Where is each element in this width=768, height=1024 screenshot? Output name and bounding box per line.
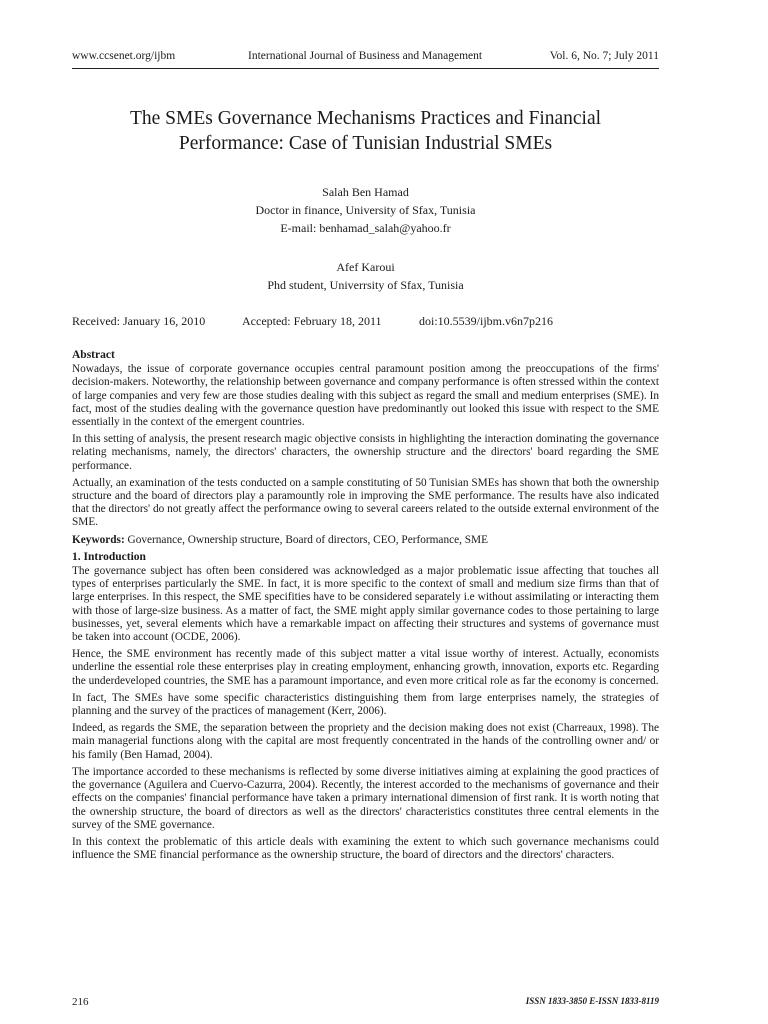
abstract-paragraph: Nowadays, the issue of corporate governance occupies central paramount position among the preoccupations of the firms' decision-makers. Noteworthy, the relationship between governance and company performance is often stressed within the context of large companies and very few are those studies dealing with this subject as regard the small and medium enterprises (SME). In fact, most of the studies dealing with the governance question have predominantly out looked this issue with respect to the SME essentially in the context of the emergent countries.	[72, 363, 659, 429]
intro-paragraph: In this context the problematic of this article deals with examining the extent to which such governance mechanisms could influence the SME financial performance as the ownership structure, the board of directors and the directors' characters.	[72, 835, 659, 862]
keywords-label: Keywords:	[72, 533, 125, 546]
intro-paragraph: In fact, The SMEs have some specific characteristics distinguishing them from large enterprises namely, the strategies of planning and the survey of the practices of management (Kerr, 2006).	[72, 691, 659, 718]
issn: ISSN 1833-3850 E-ISSN 1833-8119	[525, 996, 659, 1006]
abstract-heading: Abstract	[72, 349, 115, 361]
running-header	[72, 50, 659, 69]
author-affiliation: Doctor in finance, University of Sfax, Tunisia	[255, 203, 476, 217]
received-date: Received: January 16, 2010	[72, 314, 206, 328]
intro-paragraph: The importance accorded to these mechanisms is reflected by some diverse initiatives aiming at explaining the good practices of the governance (Aguilera and Cuervo-Cazurra, 2004). Recently, the interest accorded to the mechanisms of governance and their effects on the companies' financial performance have taken a primary international dimension of first rank. It is worth noting that the ownership structure, the board of directors as well as the directors' characteristics constitutes three central elements in the survey of the SME governance.	[72, 765, 659, 831]
abstract-paragraph: In this setting of analysis, the present research magic objective consists in highlighting the interaction dominating the governance relating mechanisms, namely, the directors' characters, the ownership structure and the directors' board regarding the SME performance.	[72, 433, 659, 472]
intro-paragraph: Indeed, as regards the SME, the separation between the propriety and the decision making does not exist (Charreaux, 1998). The main managerial functions along with the capital are most frequently concentrated in the hands of the controlling owner and/ or his family (Ben Hamad, 2004).	[72, 722, 659, 761]
intro-paragraph: The governance subject has often been considered was acknowledged as a major problematic issue affecting that touches all types of enterprises particularly the SME. In fact, it is more specific to the context of small and medium size firms than that of large enterprises. In this respect, the SME specifities have to be considered separately i.e without assimilating or interacting them with those of large-size business. As a matter of fact, the SME might apply similar governance codes to those pertaining to large businesses, yet, several elements which have a remarkable impact on affecting their structures and systems of governance must be taken into account (OCDE, 2006).	[72, 565, 659, 644]
author-block-2	[72, 258, 659, 294]
author-name: Salah Ben Hamad	[322, 185, 409, 199]
keywords-text: Governance, Ownership structure, Board of directors, CEO, Performance, SME	[127, 533, 488, 546]
intro-paragraph: Hence, the SME environment has recently made of this subject matter a vital issue worthy of interest. Actually, economists underline the essential role these enterprises play in creating employment, enhancing growth, innovation, exports etc. Regarding the underdeveloped countries, the SME has a paramount importance, and even more critical role as far the economy is concerned.	[72, 648, 659, 687]
paper-page	[72, 0, 659, 1024]
author-block-1	[72, 183, 659, 237]
journal-website: www.ccsenet.org/ijbm	[72, 50, 176, 62]
keywords	[72, 534, 659, 547]
body-text	[72, 349, 659, 866]
abstract-paragraph: Actually, an examination of the tests conducted on a sample constituting of 50 Tunisian SMEs has shown that both the ownership structure and the board of directors play a paramountly role in improving the SME performance. The results have also indicated that the directors' do not greatly affect the performance owing to several careers related to the outside external environment of the SME.	[72, 476, 659, 529]
title-line-2: Performance: Case of Tunisian Industrial SMEs	[178, 133, 553, 154]
author-email: E-mail: benhamad_salah@yahoo.fr	[280, 221, 451, 235]
paper-title	[72, 106, 659, 156]
doi: doi:10.5539/ijbm.v6n7p216	[419, 314, 554, 328]
issue-info: Vol. 6, No. 7; July 2011	[549, 50, 659, 62]
author-affiliation: Phd student, Univerrsity of Sfax, Tunisia	[267, 278, 464, 292]
author-name: Afef Karoui	[336, 260, 395, 274]
section-heading-introduction: 1. Introduction	[72, 550, 146, 563]
accepted-date: Accepted: February 18, 2011	[242, 314, 382, 328]
title-line-1: The SMEs Governance Mechanisms Practices and Financial	[129, 108, 602, 129]
page-number: 216	[72, 996, 89, 1008]
journal-name: International Journal of Business and Management	[248, 50, 483, 62]
